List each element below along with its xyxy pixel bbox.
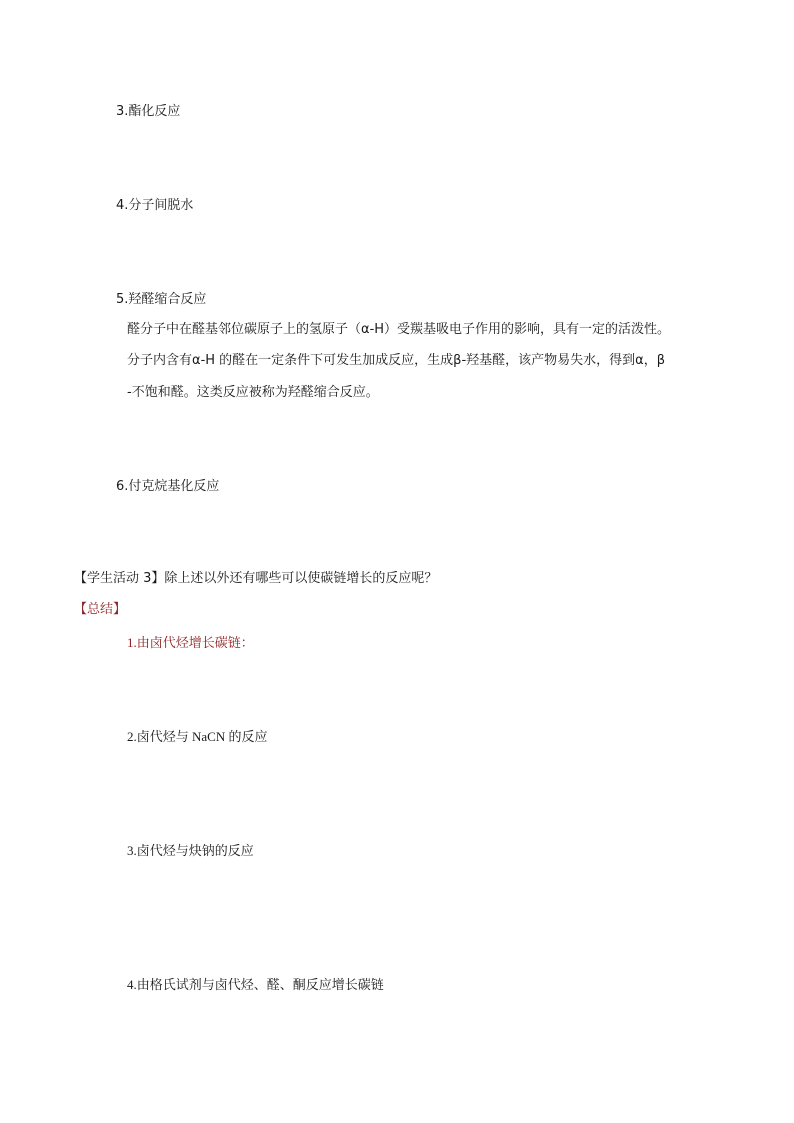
section-title-aldol: 5.羟醛缩合反应 (116, 292, 207, 307)
summary-item-4: 4.由格氏试剂与卤代烃、醛、酮反应增长碳链 (127, 977, 384, 992)
section-title-dehydration: 4.分子间脱水 (116, 198, 194, 213)
summary-label: 【总结】 (74, 602, 127, 617)
student-activity-line (74, 570, 437, 588)
aldol-paragraph-line-2: 分子内含有α-H 的醛在一定条件下可发生加成反应，生成β-羟基醛，该产物易失水，得到α，β (127, 353, 666, 368)
aldol-paragraph-line-3: -不饱和醛。这类反应被称为羟醛缩合反应。 (127, 385, 379, 400)
summary-item-3: 3.卤代烃与炔钠的反应 (127, 843, 254, 858)
section-title-esterification: 3.酯化反应 (116, 104, 181, 119)
summary-item-1: 1.由卤代烃增长碳链： (127, 635, 254, 650)
section-title-friedel-crafts: 6.付克烷基化反应 (116, 479, 220, 494)
activity-question: 除上述以外还有哪些可以使碳链增长的反应呢？ (164, 571, 438, 586)
summary-item-2: 2.卤代烃与 NaCN 的反应 (127, 729, 268, 744)
activity-bracket-label: 【学生活动 3】 (74, 571, 165, 586)
aldol-paragraph-line-1: 醛分子中在醛基邻位碳原子上的氢原子（α-H）受羰基吸电子作用的影响，具有一定的活泼性。 (127, 322, 671, 337)
